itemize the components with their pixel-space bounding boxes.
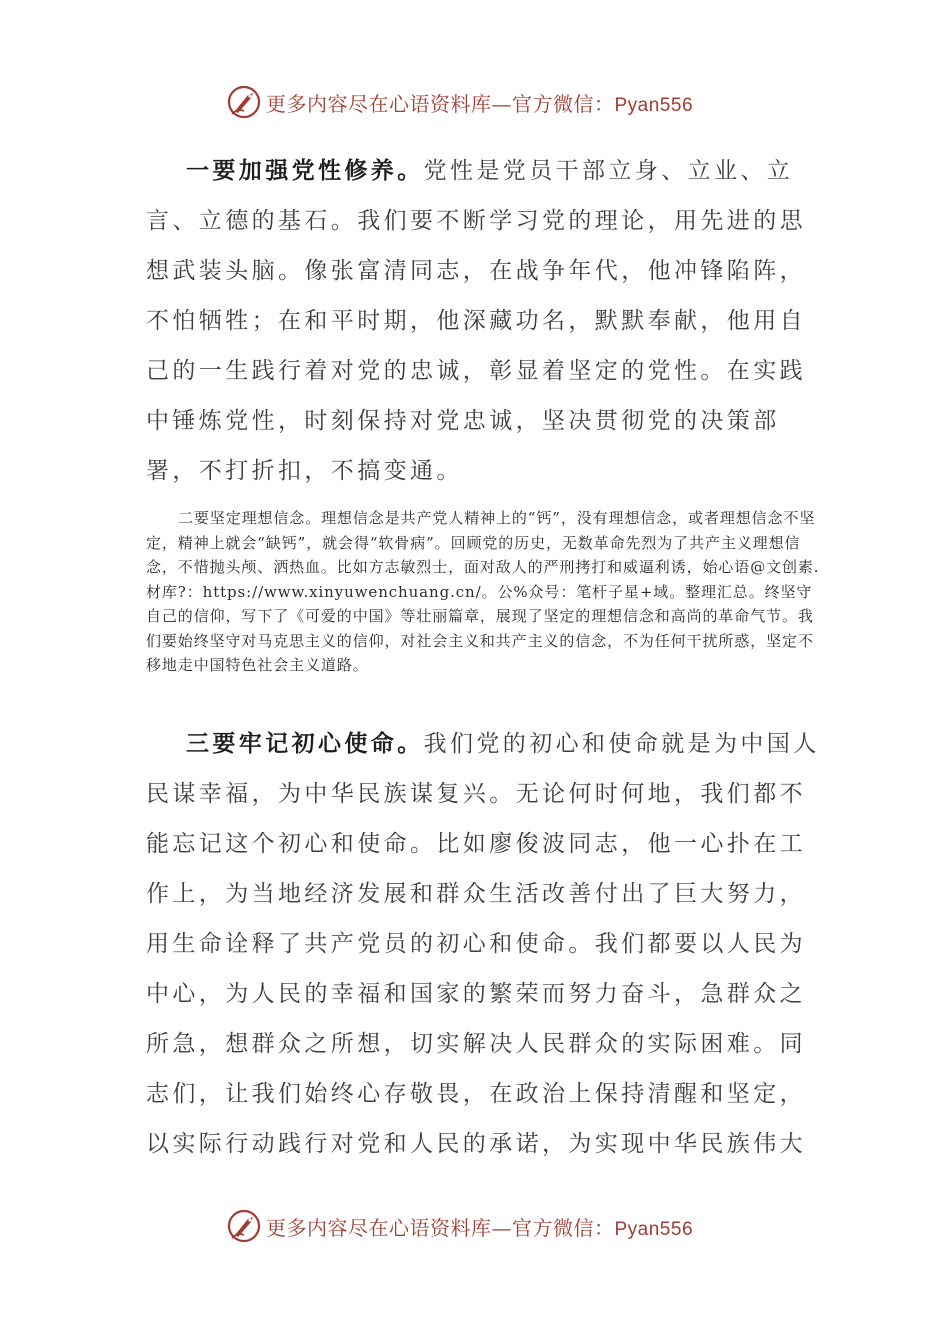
paragraph-3-body: 我们党的初心和使命就是为中国人民谋幸福，为中华民族谋复兴。无论何时何地，我们都不能忘记这个初心和使命。比如廖俊波同志，他一心扑在工作上，为当地经济发展和群众生活改善付出了巨大努力，用生命诠释了共产党员的初心和使命。我们都要以人民为中心，为人民的幸福和国家的繁荣而努力奋斗，急群众之所急，想群众之所想，切实解决人民群众的实际困难。同志们，让我们始终心存敬畏，在政治上保持清醒和坚定，以实际行动践行对党和人民的承诺，为实现中华民族伟大 xyxy=(146,731,820,1157)
paragraph-1-heading: 一要加强党性修养。 xyxy=(186,157,424,184)
header-wechat-id: Pyan556 xyxy=(614,94,694,116)
paragraph-2: 二要坚定理想信念。理想信念是共产党人精神上的“钙”，没有理想信念，或者理想信念不坚定，精神上就会“缺钙”，就会得“软骨病”。回顾党的历史，无数革命先烈为了共产主义理想信念，不惜抛头颅、洒热血。比如方志敏烈士，面对敌人的严刑拷打和威逼利诱，始心语@文创素.材库?：https://www.xinyuwenchuang.cn/。公%众号：笔杆子星+域。整理汇总。终坚守自己的信仰，写下了《可爱的中国》等壮丽篇章，展现了坚定的理想信念和高尚的革命气节。我们要始终坚守对马克思主义的信仰，对社会主义和共产主义的信念，不为任何干扰所惑，坚定不移地走中国特色社会主义道路。 xyxy=(146,509,820,674)
pen-nib-logo-icon xyxy=(226,1208,262,1244)
paragraph-1 xyxy=(146,146,826,496)
header-banner xyxy=(226,82,693,122)
footer-banner-text: 更多内容尽在心语资料库—官方微信：Pyan556 xyxy=(266,1215,694,1240)
pen-nib-logo-icon xyxy=(226,84,262,120)
paragraph-1-body: 党性是党员干部立身、立业、立言、立德的基石。我们要不断学习党的理论，用先进的思想武装头脑。像张富清同志，在战争年代，他冲锋陷阵，不怕牺牲；在和平时期，他深藏功名，默默奉献，他用自己的一生践行着对党的忠诚，彰显着坚定的党性。在实践中锤炼党性，时刻保持对党忠诚，坚决贯彻党的决策部署，不打折扣，不搞变通。 xyxy=(146,158,806,484)
paragraph-3-heading: 三要牢记初心使命。 xyxy=(186,730,424,757)
footer-wechat-id: Pyan556 xyxy=(614,1218,694,1240)
footer-banner xyxy=(226,1206,693,1246)
paragraph-3 xyxy=(146,719,826,1169)
header-banner-text: 更多内容尽在心语资料库—官方微信：Pyan556 xyxy=(266,91,694,116)
